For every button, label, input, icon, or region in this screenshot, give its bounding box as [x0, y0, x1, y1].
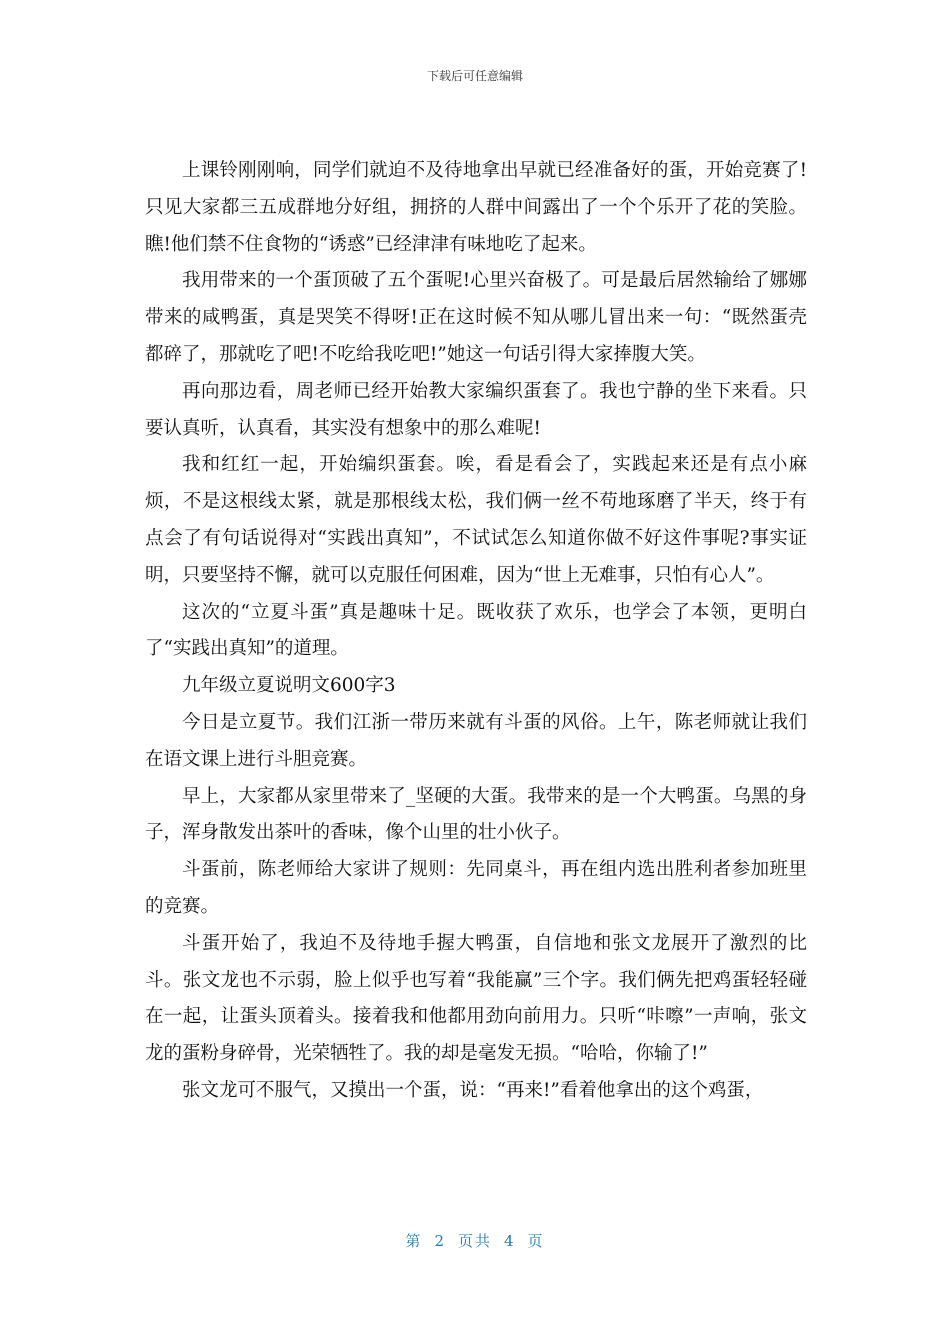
page-number-footer — [0, 1230, 950, 1251]
footer-label-page: 第 — [405, 1232, 423, 1250]
footer-total-pages: 4 — [504, 1232, 516, 1250]
paragraph-6: 今日是立夏节。我们江浙一带历来就有斗蛋的风俗。上午，陈老师就让我们在语文课上进行斗胆竞赛。 — [145, 711, 807, 770]
paragraph-8: 斗蛋前，陈老师给大家讲了规则：先同桌斗，再在组内选出胜利者参加班里的竞赛。 — [145, 859, 807, 917]
section-title: 九年级立夏说明文600字3 — [182, 675, 396, 697]
page-header-note: 下载后可任意编辑 — [426, 69, 523, 83]
paragraph-3: 再向那边看，周老师已经开始教大家编织蛋套了。我也宁静的坐下来看。只要认真听，认真看，其实没有想象中的那么难呢! — [145, 380, 807, 439]
paragraph-2: 我用带来的一个蛋顶破了五个蛋呢!心里兴奋极了。可是最后居然输给了娜娜带来的咸鸭蛋，真是哭笑不得呀!正在这时候不知从哪儿冒出来一句：“既然蛋壳都碎了，那就吃了吧!不吃给我吃吧!”她这一句话引得大家捧腹大笑。 — [145, 270, 807, 365]
paragraph-1: 上课铃刚刚响，同学们就迫不及待地拿出早就已经准备好的蛋，开始竞赛了!只见大家都三五成群地分好组，拥挤的人群中间露出了一个个乐开了花的笑脸。瞧!他们禁不住食物的“诱惑”已经津津有味地吃了起来。 — [145, 160, 807, 255]
paragraph-4: 我和红红一起，开始编织蛋套。唉，看是看会了，实践起来还是有点小麻烦，不是这根线太紧，就是那根线太松，我们俩一丝不苟地琢磨了半天，终于有点会了有句话说得对“实践出真知”，不试试怎么知道你做不好这件事呢?事实证明，只要坚持不懈，就可以克服任何困难，因为“世上无难事，只怕有心人”。 — [145, 454, 807, 586]
footer-label-page-end: 页 — [527, 1232, 545, 1250]
paragraph-7: 早上，大家都从家里带来了_坚硬的大蛋。我带来的是一个大鸭蛋。乌黑的身子，浑身散发出茶叶的香味，像个山里的壮小伙子。 — [145, 785, 807, 844]
document-body — [145, 153, 807, 1110]
footer-current-page: 2 — [434, 1232, 446, 1250]
paragraph-5: 这次的“立夏斗蛋”真是趣味十足。既收获了欢乐，也学会了本领，更明白了“实践出真知”的道理。 — [145, 601, 807, 660]
paragraph-10: 张文龙可不服气，又摸出一个蛋，说：“再来!”看着他拿出的这个鸡蛋， — [182, 1079, 764, 1101]
footer-label-of: 页共 — [457, 1232, 492, 1250]
paragraph-9: 斗蛋开始了，我迫不及待地手握大鸭蛋，自信地和张文龙展开了激烈的比斗。张文龙也不示弱，脸上似乎也写着“我能赢”三个字。我们俩先把鸡蛋轻轻碰在一起，让蛋头顶着头。接着我和他都用劲向前用力。只听“咔嚓”一声响，张文龙的蛋粉身碎骨，光荣牺牲了。我的却是毫发无损。“哈哈，你输了!” — [145, 932, 807, 1065]
